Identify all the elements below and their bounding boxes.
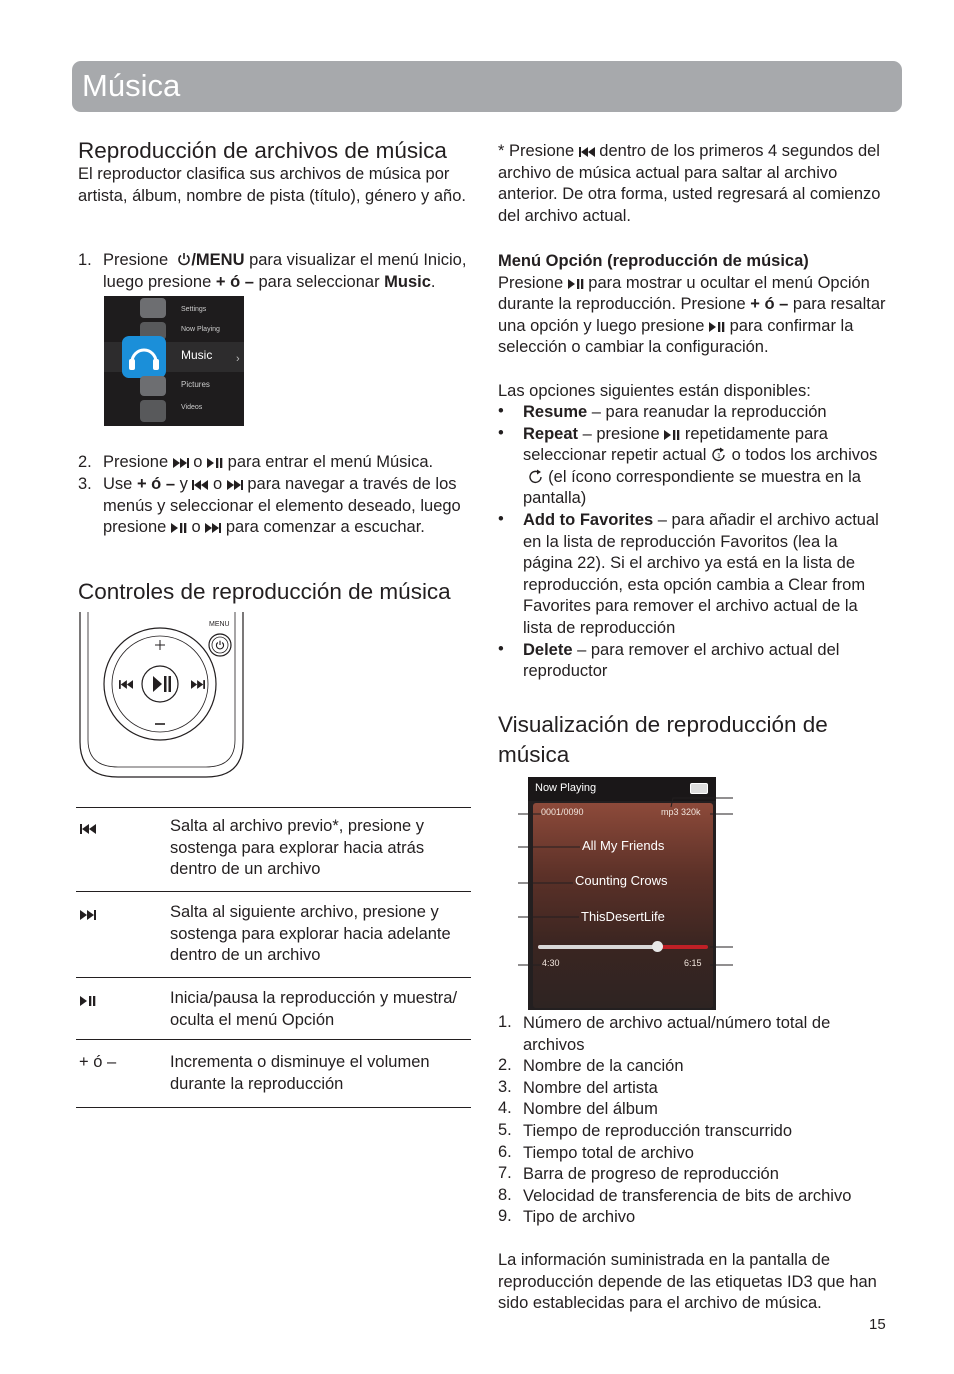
table-rule (76, 977, 471, 978)
menu-item-music: Music (181, 348, 213, 362)
table-rule (76, 807, 471, 808)
camera-icon (140, 376, 166, 396)
table-row: Inicia/pausa la reproducción y muestra/ oculta el menú Opción (170, 989, 458, 1029)
list-item: 7. Barra de progreso de reproducción (498, 1164, 779, 1184)
option-add-to-favorites: • Add to Favorites – para añadir el archivo actual en la lista de reproducción Favoritos (lea la página 22). Si el archivo ya está en la lista de reproducción, esta opción cambia a Clear from Favorites para remover el archivo actual de la lista de reproducción (498, 509, 879, 637)
option-resume: • Resume – para reanudar la reproducción (498, 402, 827, 421)
list-item: 8. Velocidad de transferencia de bits de archivo (498, 1185, 852, 1205)
options-list (498, 402, 898, 683)
skip-next-icon (205, 523, 221, 533)
play-pause-icon (207, 458, 223, 468)
total-time: 6:15 (684, 958, 702, 968)
list-item: 6. Tiempo total de archivo (498, 1142, 694, 1162)
section-title-playback: Reproducción de archivos de música (78, 138, 447, 163)
play-pause-icon (568, 279, 584, 289)
song-title: All My Friends (582, 838, 665, 853)
intro-text: El reproductor clasifica sus archivos de música por artista, álbum, nombre de pista (título), género y año. (78, 165, 466, 205)
menu-item-now-playing: Now Playing (181, 326, 220, 333)
player-device-illustration (78, 612, 246, 782)
list-item: 1. Número de archivo actual/número total de archivos (498, 1013, 831, 1054)
section-title-display: Visualización de reproducción de música (498, 712, 828, 767)
play-pause-icon (80, 996, 96, 1006)
step-1: 1. Presione /MENU para visualizar el menú Inicio, luego presione + ó – para seleccionar Music. (78, 251, 467, 291)
skip-next-icon (173, 458, 189, 468)
play-pause-icon (709, 322, 725, 332)
menu-item-videos: Videos (181, 404, 203, 411)
display-legend (498, 1013, 898, 1229)
volume-key: + ó – (79, 1053, 117, 1071)
option-delete: • Delete – para remover el archivo actual del reproductor (498, 639, 840, 681)
home-menu-screen (104, 296, 244, 426)
power-icon (177, 252, 191, 266)
file-count: 0001/0090 (541, 807, 584, 817)
option-repeat: • Repeat – presione repetidamente para seleccionar repetir actual o todos los archivos (el ícono correspondiente se muestra en la pantalla) (498, 423, 878, 508)
skip-previous-icon (192, 480, 208, 490)
list-item: 2. Nombre de la canción (498, 1056, 684, 1076)
menu-item-settings: Settings (181, 306, 207, 313)
repeat-one-icon (711, 447, 727, 463)
headphones-icon (122, 336, 166, 378)
table-row: Salta al archivo previo*, presione y sostenga para explorar hacia atrás dentro de un archivo (170, 817, 425, 879)
page-header-bar (72, 61, 902, 112)
step-2: 2. Presione o para entrar el menú Música. (78, 453, 434, 471)
now-playing-title: Now Playing (535, 782, 597, 794)
battery-icon (690, 783, 708, 794)
list-item: 5. Tiempo de reproducción transcurrido (498, 1120, 793, 1140)
table-row: Incrementa o disminuye el volumen durante la reproducción (170, 1053, 430, 1093)
table-rule (76, 1039, 471, 1040)
play-pause-icon (664, 430, 680, 440)
table-rule (76, 891, 471, 892)
options-intro: Las opciones siguientes están disponibles: (498, 382, 811, 400)
repeat-all-icon (528, 469, 544, 485)
svg-text:›: › (236, 353, 240, 365)
list-item: 9. Tipo de archivo (498, 1207, 636, 1227)
device-menu-label: MENU (209, 621, 230, 628)
skip-previous-icon (579, 147, 595, 157)
elapsed-time: 4:30 (542, 958, 560, 968)
menu-item-pictures: Pictures (181, 380, 210, 389)
list-item: 4. Nombre del álbum (498, 1099, 658, 1119)
page-title: Música (82, 68, 181, 103)
section-title-controls: Controles de reproducción de música (78, 579, 451, 604)
video-icon (140, 400, 166, 422)
callout-lines (515, 795, 740, 970)
page-number: 15 (869, 1316, 886, 1333)
skip-next-icon (227, 480, 243, 490)
step-3: 3. Use + ó – y o para navegar a través de los menús y seleccionar el elemento deseado, luego presione o para comenzar a escuchar. (78, 475, 461, 537)
table-rule (76, 1107, 471, 1108)
footer-note: La información suministrada en la pantalla de reproducción depende de las etiquetas ID3 que han sido establecidas para el archivo de música. (498, 1251, 877, 1313)
artist-name: Counting Crows (575, 873, 668, 888)
menu-screen-graphic (104, 296, 244, 426)
play-pause-icon (171, 523, 187, 533)
skip-previous-icon (80, 824, 96, 834)
option-menu-block: Menú Opción (reproducción de música) Presione para mostrar u ocultar el menú Opción durante la reproducción. Presione + ó – para resaltar una opción y luego presione para confirmar la selección o cambiar la configuración. (498, 252, 886, 357)
option-menu-title: Menú Opción (reproducción de música) (498, 252, 809, 270)
album-name: ThisDesertLife (581, 909, 665, 924)
skip-note: * Presione dentro de los primeros 4 segundos del archivo de música actual para saltar al archivo anterior. De otra forma, usted regresará al comienzo del archivo actual. (498, 142, 881, 225)
bitrate: mp3 320k (661, 807, 701, 817)
skip-next-icon (80, 910, 96, 920)
table-row: Salta al siguiente archivo, presione y sostenga para explorar hacia adelante dentro de un archivo (170, 903, 451, 965)
settings-icon (140, 298, 166, 318)
list-item: 3. Nombre del artista (498, 1077, 658, 1097)
